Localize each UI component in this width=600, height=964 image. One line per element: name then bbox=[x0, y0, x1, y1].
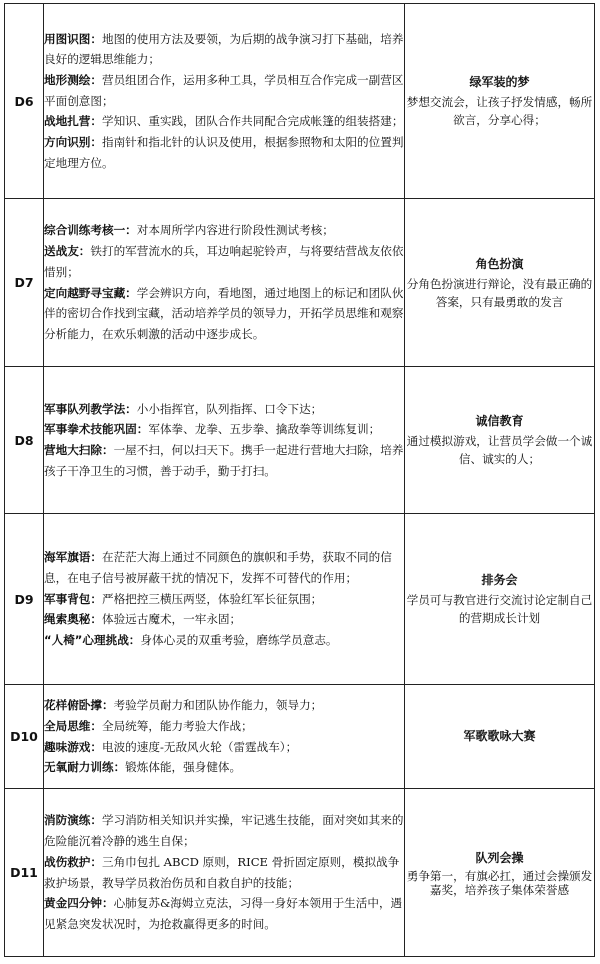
activity-text: 小小指挥官，队列指挥、口令下达； bbox=[136, 401, 323, 416]
activity-label: 无氧耐力训练： bbox=[44, 760, 126, 775]
activity-text: 考验学员耐力和团队协作能力，领导力； bbox=[113, 698, 323, 713]
activity-label: 花样俯卧撑： bbox=[44, 698, 114, 713]
activity-text: 铁打的军营流水的兵，耳边响起驼铃声，与将要结营战友依依惜别； bbox=[44, 244, 404, 279]
activity-text: 锻炼体能，强身健体。 bbox=[125, 760, 242, 775]
evening-title: 军歌歌咏大赛 bbox=[463, 728, 536, 743]
day-label: D11 bbox=[5, 789, 44, 957]
activity-text: 在茫茫大海上通过不同颜色的旗帜和手势，获取不同的信息，在电子信号被屏蔽干扰的情况下，发挥不可替代的作用； bbox=[44, 550, 392, 585]
evening-title: 角色扮演 bbox=[475, 256, 524, 271]
activities-cell bbox=[44, 4, 405, 199]
activities-cell bbox=[44, 514, 405, 685]
day-label: D8 bbox=[5, 367, 44, 514]
activity-item bbox=[44, 589, 404, 610]
day-label: D6 bbox=[5, 4, 44, 199]
day-row bbox=[5, 199, 595, 367]
activity-text: 心肺复苏&海姆立克法，习得一身好本领用于生活中，遇见紧急突发状况时，为抢救赢得更多的时间。 bbox=[44, 896, 403, 931]
activity-label: 军事拳术技能巩固： bbox=[44, 422, 149, 437]
activity-label: 军事背包： bbox=[44, 591, 102, 606]
activity-text: 营员组团合作，运用多种工具，学员相互合作完成一副营区平面创意图； bbox=[44, 72, 404, 108]
activity-label: 趣味游戏： bbox=[44, 739, 102, 754]
activity-text: 指南针和指北针的认识及使用，根据参照物和太阳的位置判定地理方位。 bbox=[44, 135, 404, 170]
activity-item bbox=[44, 810, 404, 851]
evening-desc: 勇争第一，有旗必扛，通过会操颁发嘉奖，培养孩子集体荣誉感 bbox=[406, 868, 593, 897]
activity-text: 军体拳、龙拳、五步拳、擒敌拳等训练复训； bbox=[148, 422, 381, 437]
activity-item bbox=[44, 399, 404, 420]
day-label: D9 bbox=[5, 514, 44, 685]
activity-label: 营地大扫除： bbox=[44, 443, 114, 457]
activities-cell bbox=[44, 789, 405, 957]
evening-desc: 梦想交流会，让孩子抒发情感，畅所欲言，分享心得； bbox=[406, 95, 593, 127]
activity-label: 综合训练考核一： bbox=[44, 223, 137, 238]
activity-label: 消防演练： bbox=[44, 813, 102, 828]
activity-label: 用图识图： bbox=[44, 31, 102, 46]
schedule-table bbox=[4, 3, 595, 957]
activity-text: 身体心灵的双重考验，磨练学员意志。 bbox=[140, 633, 338, 648]
activity-item bbox=[44, 70, 404, 111]
evening-title: 诚信教育 bbox=[475, 414, 524, 428]
activity-label: 战伤救护： bbox=[44, 854, 102, 869]
activity-item bbox=[44, 893, 404, 934]
activity-label: 战地扎营： bbox=[44, 114, 102, 129]
activity-item bbox=[44, 737, 404, 758]
activities-cell bbox=[44, 367, 405, 514]
activity-text: 全局统筹，能力考验大作战； bbox=[101, 718, 253, 733]
activity-text: 三角巾包扎 ABCD 原则，RICE 骨折固定原则，模拟战争救护场景，教导学员救治伤员和自救自护的技能； bbox=[44, 854, 400, 890]
day-row bbox=[5, 514, 595, 685]
evening-desc: 分角色扮演进行辩论，没有最正确的答案，只有最勇敢的发言 bbox=[406, 276, 593, 309]
activity-label: 方向识别： bbox=[44, 135, 102, 150]
activity-text: 对本周所学内容进行阶段性测试考核； bbox=[136, 223, 334, 238]
activity-text: 严格把控三横压两竖，体验红军长征氛围； bbox=[101, 591, 323, 606]
activity-item bbox=[44, 630, 404, 651]
activity-item bbox=[44, 440, 404, 481]
activity-item bbox=[44, 241, 404, 282]
evening-cell bbox=[405, 367, 595, 514]
day-label: D7 bbox=[5, 199, 44, 367]
activity-item bbox=[44, 111, 404, 132]
activity-item bbox=[44, 716, 404, 737]
activity-item bbox=[44, 132, 404, 173]
activity-item bbox=[44, 757, 404, 778]
activity-item bbox=[44, 609, 404, 630]
activity-item bbox=[44, 852, 404, 893]
activity-item bbox=[44, 29, 404, 70]
evening-cell bbox=[405, 4, 595, 199]
activity-label: 军事队列教学法： bbox=[44, 401, 137, 416]
activity-text: 地图的使用方法及要领，为后期的战争演习打下基础，培养良好的逻辑思维能力； bbox=[44, 31, 404, 67]
activity-item bbox=[44, 419, 404, 440]
activity-item bbox=[44, 695, 404, 716]
activities-cell bbox=[44, 199, 405, 367]
day-row bbox=[5, 4, 595, 199]
activity-label: 送战友： bbox=[44, 244, 91, 259]
activity-item bbox=[44, 220, 404, 241]
evening-title: 队列会操 bbox=[475, 850, 524, 865]
activity-label: 黄金四分钟： bbox=[44, 896, 114, 911]
activity-label: “人椅”心理挑战： bbox=[44, 633, 141, 648]
evening-cell bbox=[405, 514, 595, 685]
evening-desc: 通过模拟游戏，让营员学会做一个诚信、诚实的人； bbox=[406, 434, 593, 466]
activity-text: 一屋不扫，何以扫天下。携手一起进行营地大扫除，培养孩子干净卫生的习惯，善于动手，勤于打扫。 bbox=[44, 443, 404, 478]
activity-item bbox=[44, 547, 404, 588]
day-label: D10 bbox=[5, 685, 44, 789]
evening-title: 绿军装的梦 bbox=[469, 75, 530, 89]
activity-text: 电波的速度-无敌风火轮（雷霆战车）； bbox=[101, 739, 298, 754]
activity-text: 学习消防相关知识并实操，牢记逃生技能，面对突如其来的危险能沉着冷静的逃生自保； bbox=[44, 813, 404, 849]
evening-cell bbox=[405, 789, 595, 957]
activity-label: 全局思维： bbox=[44, 718, 102, 733]
activity-label: 绳索奥秘： bbox=[44, 612, 102, 627]
day-row bbox=[5, 367, 595, 514]
activity-label: 定向越野寻宝藏： bbox=[44, 285, 137, 300]
activity-label: 海军旗语： bbox=[44, 550, 102, 565]
evening-title: 排务会 bbox=[481, 573, 518, 587]
activities-cell bbox=[44, 685, 405, 789]
activity-label: 地形测绘： bbox=[44, 72, 102, 87]
day-row bbox=[5, 789, 595, 957]
activity-item bbox=[44, 283, 404, 345]
activity-text: 体验远古魔术，一牢永固； bbox=[101, 612, 242, 627]
day-row bbox=[5, 685, 595, 789]
activity-text: 学会辨识方向，看地图，通过地图上的标记和团队伙伴的密切合作找到宝藏，活动培养学员的领导力，开拓学员思维和观察分析能力，在欢乐刺激的活动中逐步成长。 bbox=[44, 285, 404, 341]
evening-desc: 学员可与教官进行交流讨论定制自己的营期成长计划 bbox=[406, 593, 593, 625]
evening-cell bbox=[405, 199, 595, 367]
evening-cell bbox=[405, 685, 595, 789]
activity-text: 学知识、重实践，团队合作共同配合完成帐篷的组装搭建； bbox=[101, 114, 404, 129]
